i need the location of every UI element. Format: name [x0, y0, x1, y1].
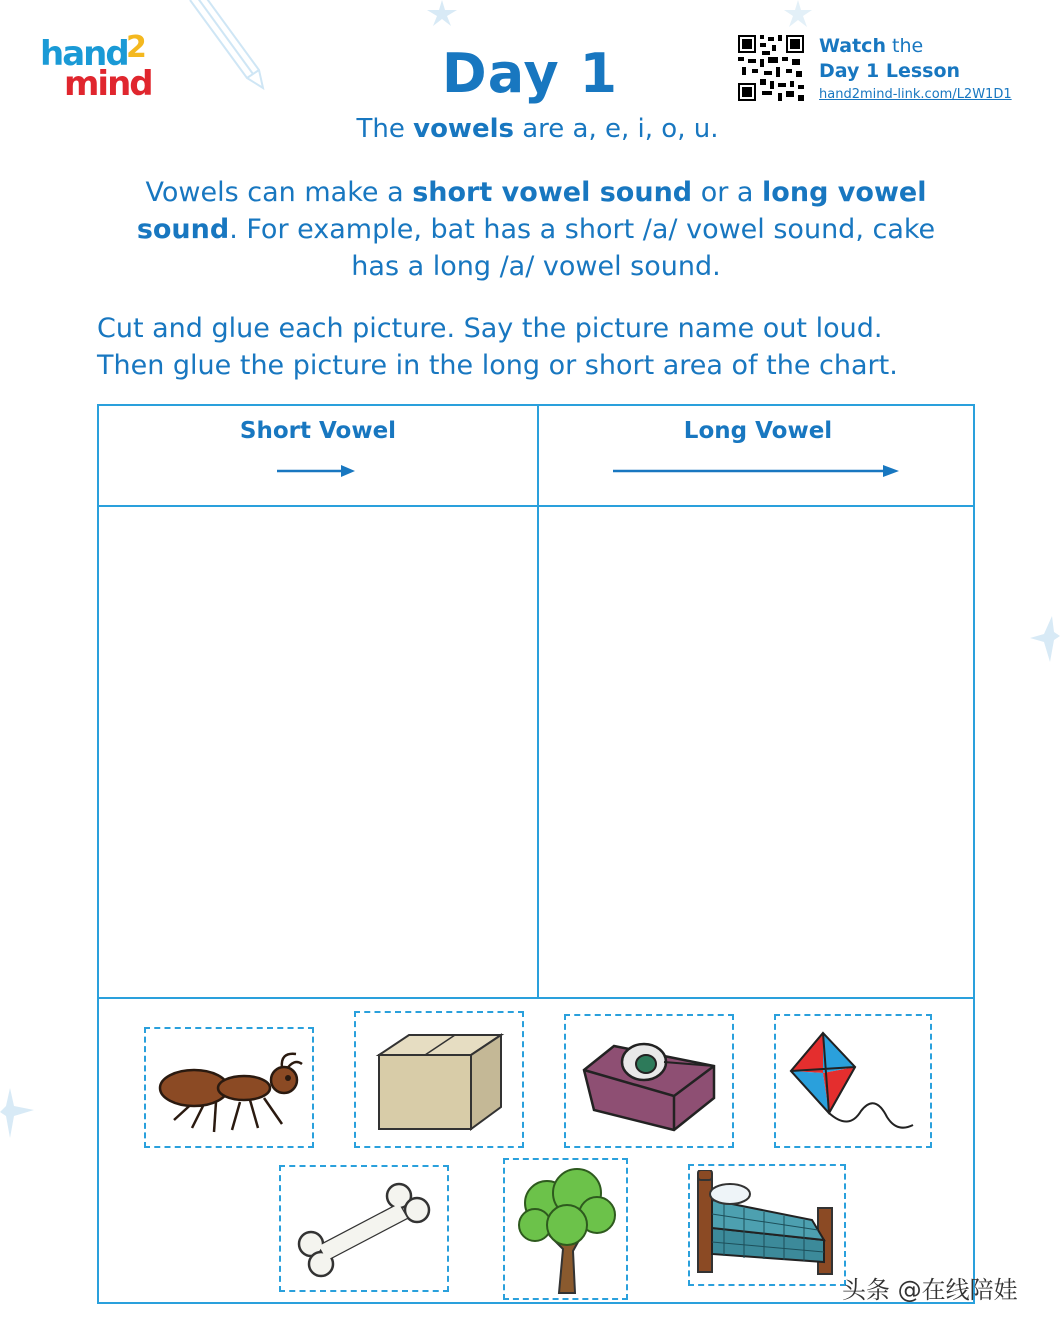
watch-lesson-block [819, 34, 1012, 106]
bed-icon [694, 1170, 840, 1280]
short-arrow-icon [275, 464, 357, 478]
long-vowel-header: Long Vowel [683, 418, 833, 444]
star-decoration-icon [0, 1088, 34, 1138]
long-arrow-icon [611, 464, 901, 478]
explanation-part-1: Vowels can make a [145, 177, 413, 208]
watch-the-label: the [885, 35, 924, 57]
instructions [97, 310, 997, 384]
lesson-label: Day 1 Lesson [819, 60, 961, 82]
vowels-pre-text: The [356, 114, 414, 144]
logo-mind-text: mind [64, 64, 152, 104]
long-vowel-drop-area[interactable] [539, 507, 975, 997]
star-decoration-icon [782, 0, 814, 28]
watch-label: Watch [819, 35, 886, 57]
picture-card-kite[interactable] [774, 1014, 932, 1148]
tree-icon [511, 1163, 621, 1295]
chart-pictures-divider [99, 997, 973, 999]
short-vowel-sound-term: short vowel sound [412, 177, 693, 208]
instruction-line-2: Then glue the picture in the long or short area of the chart. [97, 350, 898, 381]
instruction-line-1: Cut and glue each picture. Say the picture name out loud. [97, 313, 883, 344]
logo-hand-text: hand [40, 34, 128, 74]
kite-icon [783, 1021, 923, 1141]
star-decoration-icon [1030, 616, 1060, 662]
picture-card-tree[interactable] [503, 1158, 628, 1300]
picture-card-bed[interactable] [688, 1164, 846, 1286]
vowel-sort-chart [97, 404, 975, 1304]
explanation-part-3: . For example, bat has a short /a/ vowel sound, cake has a long /a/ vowel sound. [229, 214, 936, 282]
vowels-line [0, 114, 1060, 144]
picture-card-tape[interactable] [564, 1014, 734, 1148]
long-vowel-sound-term: long vowel sound [136, 177, 927, 245]
tape-icon [574, 1026, 724, 1136]
vowels-post-text: are a, e, i, o, u. [513, 114, 719, 144]
ant-icon [154, 1038, 304, 1138]
short-vowel-header: Short Vowel [239, 418, 397, 444]
qr-code-icon[interactable] [738, 35, 804, 101]
bone-icon [289, 1174, 439, 1284]
explanation-part-2: or a [692, 177, 763, 208]
vowel-explanation [120, 174, 952, 285]
page-title: Day 1 [441, 42, 619, 105]
watermark-text: 头条 @在线陪娃 [842, 1276, 1018, 1304]
vowels-bold-text: vowels [413, 114, 514, 144]
logo-two-text: 2 [126, 30, 147, 65]
box-icon [369, 1025, 509, 1135]
picture-card-ant[interactable] [144, 1027, 314, 1148]
picture-card-box[interactable] [354, 1011, 524, 1148]
lesson-link[interactable]: hand2mind-link.com/L2W1D1 [819, 87, 1012, 102]
short-vowel-drop-area[interactable] [99, 507, 537, 997]
picture-card-bone[interactable] [279, 1165, 449, 1292]
star-decoration-icon [425, 0, 459, 26]
